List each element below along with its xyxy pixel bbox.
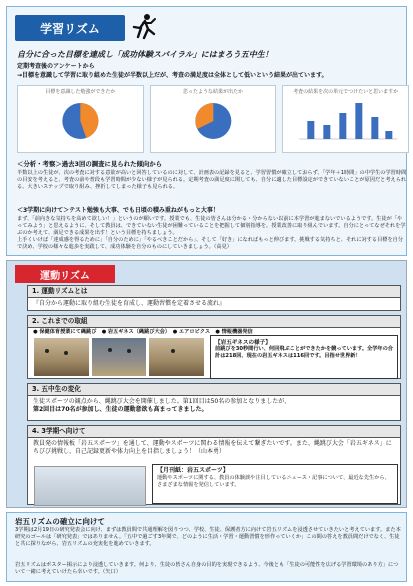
pie-chart-goal-awareness: [17, 85, 144, 153]
establish-text-1: 3学期は2月19日の研究発表会に向け、まずは教員間で共通理解を図りつつ、学校、生徒、保護者方に向けて岩五リズムを浸透させていきたいと考えています。また本研究のゴールは「研究発表」ではありません。「五中で過ごす3年間で、どのように生活・学習・運動習慣を形作っていくか」この間の答えを教員間だけでなく、生徒と共に探りながら、岩五リズムの充実化を進めていきます。: [15, 527, 401, 547]
next-term-block: [17, 207, 407, 251]
establish-rhythm-section: [6, 512, 407, 582]
box-initiatives: [27, 315, 401, 379]
bar-chart-next-unit: [282, 85, 409, 153]
callout-text: 運動やスポーツに関する、教員の体験談や注目しているニュース・記事について、最近な先生から、さまざまな情報を発信しています。: [157, 475, 390, 488]
callout-heading: 【岩五ギネスの様子】: [215, 340, 271, 346]
box-third-term: [27, 425, 401, 505]
section-title-establish: 岩五リズムの確立に向けて: [15, 517, 105, 526]
survey-note: →目標を意識して学習に取り組めた生徒が半数以上だが、考査の満足度は全体として低いという結果が出ています。: [17, 72, 328, 79]
establish-text-2: 岩五リズムはポスター掲示により浸透していきます。何より、生徒の皆さん自身の目的を実現できるよう、今後とも「生徒の可能性を広げる学習環境のあり方」について一緒に考えていけたら幸いです。（矢口）: [15, 562, 399, 575]
photo-jumprope-2: [92, 338, 147, 376]
initiatives-list: ● 保健体育授業にて縄跳び ● 岩五ギネス（縄跳び大会） ● エアロビクス ● 情報機器発信: [33, 329, 253, 335]
section-title-learning: 学習リズム: [15, 15, 125, 41]
survey-title: 定期考査後のアンケートから: [17, 63, 95, 70]
callout-guinness: [210, 335, 398, 379]
changes-text-1: 生徒スポーツの観点から、縄跳び大会を開催しました。第1回目は50名の参加となりましたが、: [33, 398, 291, 405]
box-heading: 2. これまでの取組: [28, 316, 400, 328]
survey-charts: [17, 85, 409, 153]
photo-jumprope-1: [34, 338, 89, 376]
next-term-text: まず、「前向きな気持ちを高めて欲しい！」というのが願いです。授業でも、生徒の皆さんは分かる・分からない以前に本学習が進まないでいるようです。生徒が「やってみよう」と思えるように、そして教員は、できていない生徒が困難っていることを把握して個別指導を。授業改善に取り組んでいます。自分にとってなぜそれを学ぶのか考えて、満足できる成果を出す！という目標を持ちましょう。: [17, 216, 406, 236]
box-heading: 3. 五中生の変化: [28, 384, 400, 396]
box-heading: 1. 運動リズムとは: [28, 286, 400, 298]
box-heading: 4. 3学期へ向けて: [28, 426, 400, 438]
bar-graphic: [283, 95, 408, 145]
callout-text: 前跳びを30秒間行い、何回飛ぶことができたかを競っています。全学年の合計は218回、現在の岩五ギネスは116回です。目指せ世界新！: [215, 346, 393, 359]
pie-graphic: [18, 95, 143, 143]
photo-jumprope-3: [149, 338, 204, 376]
box-student-changes: [27, 383, 401, 421]
pie-chart-expected-result: [150, 85, 277, 153]
box-text: 『自分から運動に取り組む生徒を育成し、運動習慣を定着させる流れ』: [33, 300, 226, 307]
pie-graphic: [151, 95, 276, 143]
chart-title: 目標を意識した勉強ができたか: [45, 89, 116, 95]
changes-text-2: 第2回目は70名が参加し、生徒の運動意欲も高まってきました。: [33, 406, 208, 413]
analysis-block: [17, 159, 407, 191]
section-title-exercise: 運動リズム: [15, 265, 115, 283]
learning-rhythm-section: [6, 6, 407, 256]
analysis-text: 半数以上の生徒が、次の考査に対する意欲が高いと回答しているのに対して、計画表の記録を見ると、学習習慣が確立しておらず、「学年＋1時間」の中学生の学習時間の目安を考えると、考査の前や普段も学習時間が少ない様子が見られる。定期考査の満足度に関しても、自分に適した目標設定ができていないことが原因だと考えられる。大きいステップで取り組み、挫折してしまった様子も見られる。: [17, 170, 407, 190]
callout-monthly-paper: [152, 464, 398, 504]
newsletter-image: [34, 466, 146, 506]
exercise-rhythm-section: [6, 260, 407, 508]
learning-subtitle: 自分に合った目標を達成し「成功体験スパイラル」にはまろう五中生！: [17, 50, 273, 59]
runner-icon: [131, 13, 157, 41]
analysis-heading: ＜分析・考察＞過去3回の調査に見られた傾向から: [17, 160, 163, 168]
photo-gallery: [34, 338, 204, 376]
callout-heading: 【月刊紙：岩五スポーツ】: [157, 467, 229, 474]
chart-title: 考査の結果を次の単元でつけたいと思いますか: [293, 89, 399, 95]
chart-title: 思ったような結果が出たか: [183, 89, 244, 95]
next-term-text-2: 上手くいけば「達成感を得るために」「自分のために」「やるべきことだから」、そして「好き」になればもっと伸びます。挑戦する気持ちと、それに対する目標を自分で決め、学校の様々な進歩を実践して、成功体験を自分のものにしていきましょう。（高見）: [17, 237, 404, 250]
box-what-is-rhythm: [27, 285, 401, 311]
third-term-text: 教員発の情報板「岩五スポーツ」を通して、運動やスポーツに関わる情報を伝えて繋ぎたいです。また、縄跳び大会「岩五ギネス」にちびび挑戦し、自己記録更新や体力向上を目指しましょう！（山本勇）: [33, 440, 392, 455]
next-term-heading: ＜3学期に向けて＞テスト勉強も大事、でも日頃の積み重ねがもっと大事！: [17, 207, 219, 214]
